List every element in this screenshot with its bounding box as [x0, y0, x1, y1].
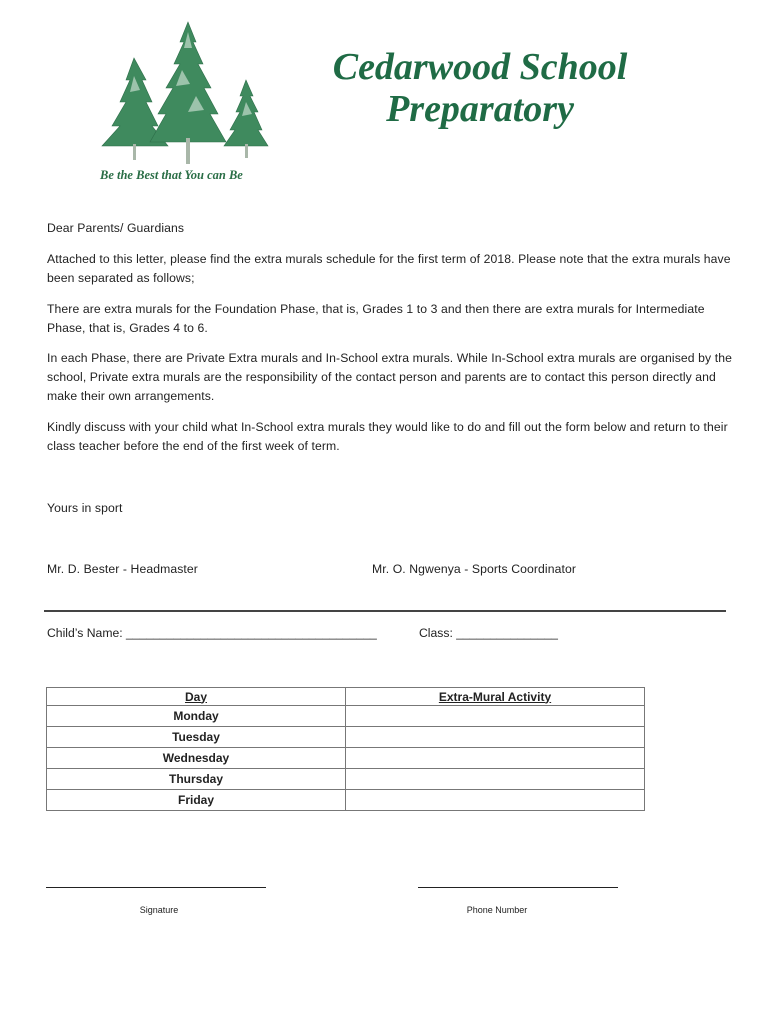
paragraph-3: In each Phase, there are Private Extra murals and In-School extra murals. While In-School extra murals are organised by the school, Private extra murals are the responsibility of the contact person and parents are to contact this person directly and make their own arrangements.	[47, 351, 732, 403]
signature-label: Signature	[139, 905, 179, 915]
table-row	[47, 769, 645, 790]
signatory-sports-coordinator: Mr. O. Ngwenya - Sports Coordinator	[372, 562, 576, 576]
school-motto: Be the Best that You can Be	[100, 168, 243, 182]
table-row	[47, 727, 645, 748]
day-cell: Thursday	[47, 769, 346, 790]
signatory-headmaster: Mr. D. Bester - Headmaster	[47, 562, 198, 576]
table-header-row	[47, 688, 645, 706]
activity-cell[interactable]	[346, 769, 645, 790]
paragraph-4: Kindly discuss with your child what In-School extra murals they would like to do and fill out the form below and return to their class teacher before the end of the first week of term.	[47, 420, 728, 453]
signature-line[interactable]	[46, 887, 266, 888]
activity-cell[interactable]	[346, 727, 645, 748]
school-logo-trees	[96, 18, 272, 168]
table-row	[47, 790, 645, 811]
school-name	[290, 46, 670, 130]
paragraph-1: Attached to this letter, please find the extra murals schedule for the first term of 2018. Please note that the extra murals have been separated as follows;	[47, 252, 731, 285]
child-name-field[interactable]: Child’s Name: _____________________________________	[47, 626, 377, 640]
phone-number-label: Phone Number	[466, 905, 528, 915]
class-field[interactable]: Class: _______________	[419, 626, 558, 640]
activity-cell[interactable]	[346, 748, 645, 769]
activity-cell[interactable]	[346, 790, 645, 811]
day-cell: Tuesday	[47, 727, 346, 748]
day-cell: Wednesday	[47, 748, 346, 769]
school-name-line1: Cedarwood School	[332, 46, 628, 88]
paragraph-2: There are extra murals for the Foundation Phase, that is, Grades 1 to 3 and then there are extra murals for Intermediate Phase, that is, Grades 4 to 6.	[47, 302, 705, 335]
greeting: Dear Parents/ Guardians	[47, 221, 185, 235]
table-row	[47, 748, 645, 769]
header-activity: Extra-Mural Activity	[346, 688, 645, 706]
school-name-line2: Preparatory	[386, 88, 574, 130]
phone-number-line[interactable]	[418, 887, 618, 888]
table-row	[47, 706, 645, 727]
activity-cell[interactable]	[346, 706, 645, 727]
day-cell: Monday	[47, 706, 346, 727]
day-cell: Friday	[47, 790, 346, 811]
header-day: Day	[47, 688, 346, 706]
closing: Yours in sport	[47, 501, 123, 515]
section-divider	[44, 610, 726, 612]
extra-mural-schedule-table	[46, 687, 645, 811]
